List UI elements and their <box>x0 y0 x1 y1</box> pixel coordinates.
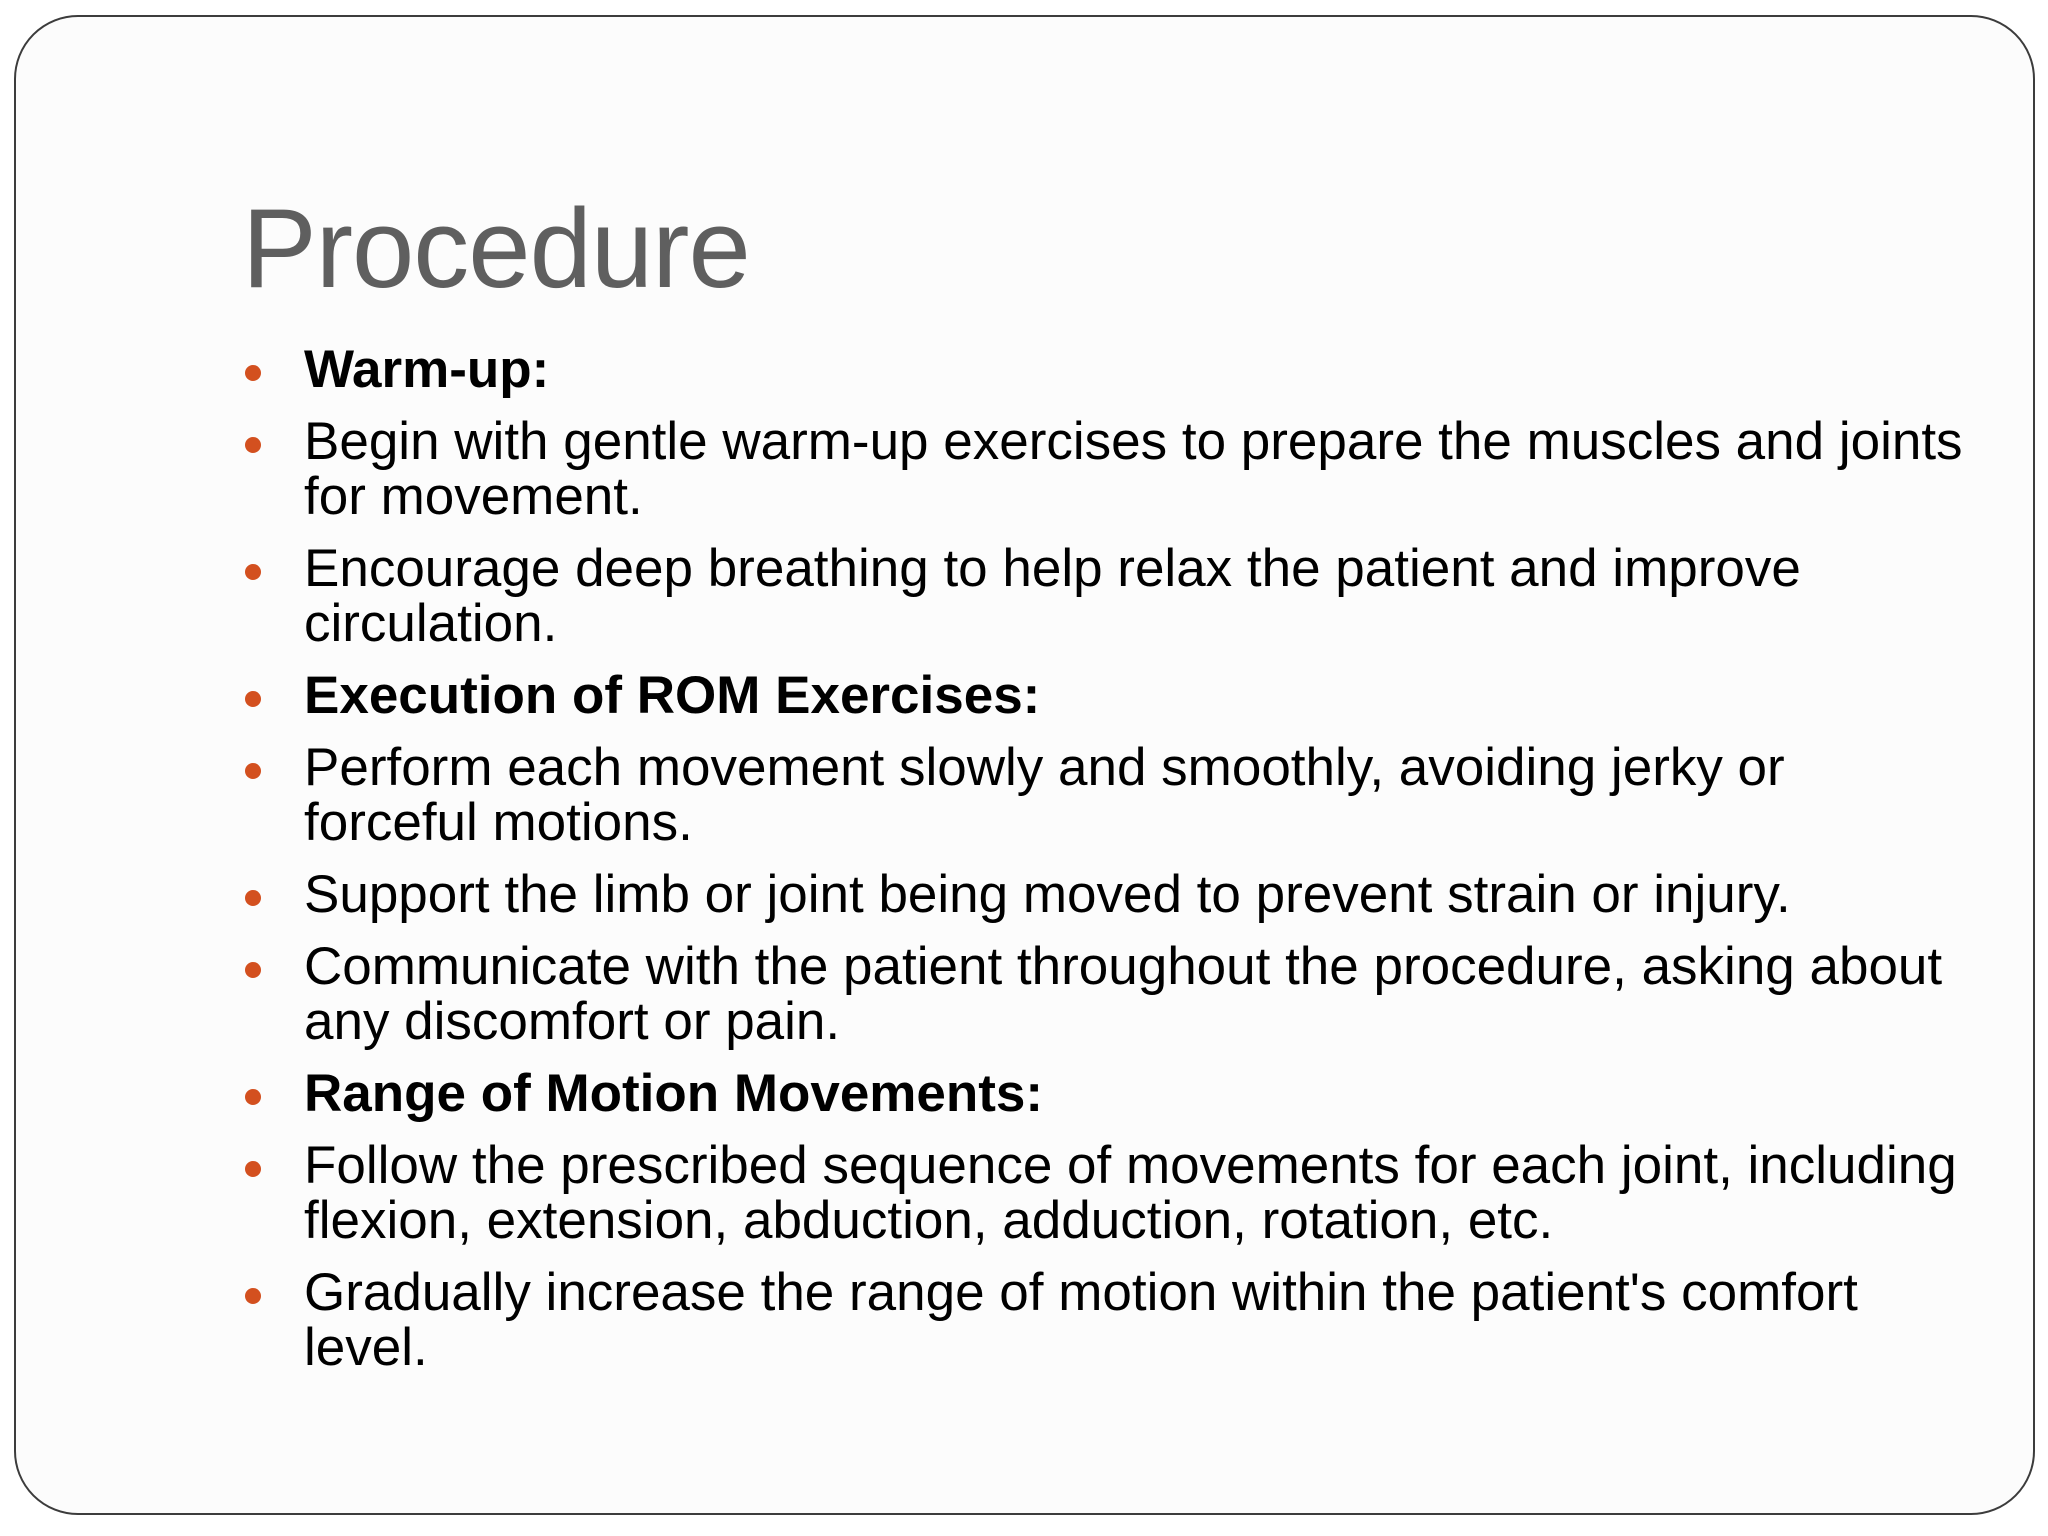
bullet-text: Begin with gentle warm-up exercises to prepare the muscles and joints for movement. <box>304 412 1963 526</box>
bullet-dot-icon <box>245 1089 261 1105</box>
bullet-item <box>244 1138 1964 1248</box>
bullet-item <box>244 1066 1964 1121</box>
bullet-item <box>244 1265 1964 1375</box>
bullet-text: Perform each movement slowly and smoothly, avoiding jerky or forceful motions. <box>304 738 1785 852</box>
bullet-list <box>244 342 1964 1392</box>
bullet-text: Follow the prescribed sequence of movements for each joint, including flexion, extension, abduction, adduction, rotation, etc. <box>304 1136 1957 1250</box>
bullet-item <box>244 939 1964 1049</box>
bullet-dot-icon <box>245 1288 261 1304</box>
bullet-dot-icon <box>245 763 261 779</box>
bullet-item <box>244 740 1964 850</box>
bullet-text: Gradually increase the range of motion within the patient's comfort level. <box>304 1263 1858 1377</box>
slide-frame <box>14 15 2035 1515</box>
bullet-text: Communicate with the patient throughout the procedure, asking about any discomfort or pain. <box>304 937 1943 1051</box>
bullet-dot-icon <box>245 564 261 580</box>
bullet-dot-icon <box>245 691 261 707</box>
bullet-item <box>244 414 1964 524</box>
bullet-item <box>244 342 1964 397</box>
bullet-text: Support the limb or joint being moved to prevent strain or injury. <box>304 865 1791 924</box>
bullet-dot-icon <box>245 1161 261 1177</box>
bullet-text: Encourage deep breathing to help relax the patient and improve circulation. <box>304 539 1801 653</box>
bullet-dot-icon <box>245 890 261 906</box>
bullet-text: Warm-up: <box>304 340 550 399</box>
bullet-dot-icon <box>245 962 261 978</box>
bullet-item <box>244 668 1964 723</box>
bullet-dot-icon <box>245 365 261 381</box>
bullet-text: Range of Motion Movements: <box>304 1064 1044 1123</box>
bullet-text: Execution of ROM Exercises: <box>304 666 1041 725</box>
slide-title: Procedure <box>242 186 750 311</box>
bullet-item <box>244 541 1964 651</box>
bullet-dot-icon <box>245 437 261 453</box>
bullet-item <box>244 867 1964 922</box>
